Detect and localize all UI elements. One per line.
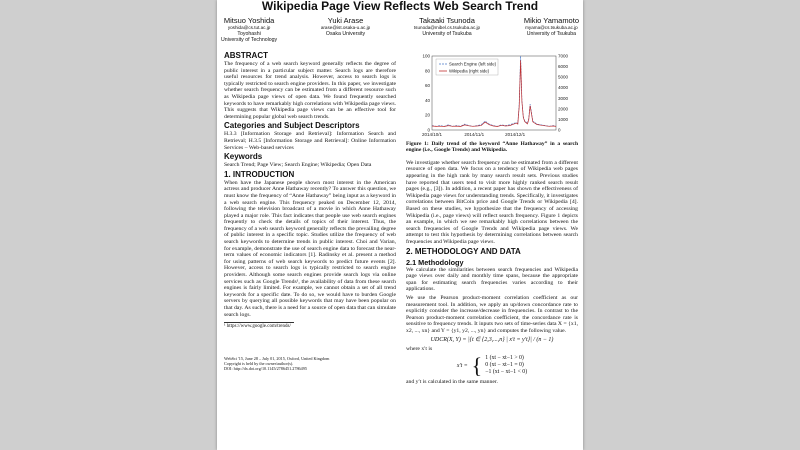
categories-text: H.3.3 [Information Storage and Retrieval]: Information Search and Retrieval; H.3.5 [Information Storage and Retrieval]: Online Information Services – Web-based services	[224, 131, 396, 151]
left-axis-tick-label: 100	[422, 53, 430, 59]
author-block	[414, 16, 480, 43]
author-affiliation: Osaka University	[325, 31, 366, 37]
abstract-text: The frequency of a web search keyword generally reflects the degree of public interest in a particular subject matter. Search logs are therefore useful resources for trend analysis. However, access to search logs is typically restricted to search engine providers. In this paper, we investigate whether search frequency can be estimated from a different resource such as Wikipedia page views of open data. We found frequently searched keywords to have remarkably high correlations with Wikipedia page views. This suggests that Wikipedia page views can be an effective tool for determining popular global web search trends.	[224, 61, 396, 120]
left-axis-tick-label: 60	[424, 83, 430, 89]
venue-line: WebSci '15, June 28 – July 01, 2015, Oxford, United Kingdom	[224, 356, 330, 362]
left-axis-tick-label: 80	[424, 68, 430, 74]
author-name: Takaaki Tsunoda	[419, 16, 475, 25]
body-paragraph: We investigate whether search frequency can be estimated from a different resource of open data. We focus on a tendency of Wikipedia web pages appearing in the high rank by many search result sets. Previous studies have reported that users tend to visit more highly ranked search result pages (e.g., [3]). In addition, a recent paper has shown the effectiveness of Wikipedia page views for understanding trends. Specifically, it investigates correlations between BitCoin price and Google Trends or Wikipedia [4]. Based on these studies, we hypothesize that the frequency of accessing Wikipedia (i.e., page views) will reflect search frequency. Figure 1 depicts an example, in which we see remarkably high correlations between the search frequencies of Google Trends and Wikipedia page views. We attempt to test this hypothesis by determining correlations between search frequencies and Wikipedia page views.	[406, 159, 578, 245]
author-affiliation: University of Tsukuba	[526, 31, 577, 37]
keywords-text: Search Trend; Page View; Search Engine; Wikipedia; Open Data	[224, 162, 372, 169]
figure-caption: Figure 1: Daily trend of the keyword “Anne Hathaway” in a search engine (i.e., Google Trends) and Wikipedia.	[406, 141, 578, 154]
piecewise-case: 1 (xt − xt−1 > 0)	[485, 355, 524, 362]
legend-label: Search Engine (left side)	[449, 61, 497, 67]
abstract-heading: ABSTRACT	[224, 51, 268, 60]
brace-symbol: {	[471, 353, 483, 379]
piecewise-cases	[485, 355, 527, 377]
paper-page	[217, 0, 583, 450]
x-axis-tick-label: 2014/10/1	[421, 132, 443, 137]
left-axis-tick-label: 0	[427, 127, 430, 133]
venue-info	[224, 356, 396, 371]
where-text: where x′t is	[406, 346, 433, 353]
author-affiliation: Toyohashi	[237, 31, 261, 37]
author-name: Mikio Yamamoto	[523, 16, 579, 25]
right-axis-tick-label: 5000	[558, 74, 569, 80]
author-block	[524, 16, 579, 43]
left-axis-tick-label: 40	[424, 97, 430, 103]
udcr-formula: UDCR(X, Y) = |{t ∈ {2,3,...,n} | x′t = y′t}| / (n − 1)	[430, 337, 554, 344]
x-axis-tick-label: 2014/11/1	[464, 132, 485, 137]
right-axis-tick-label: 7000	[558, 53, 569, 59]
author-name: Mitsuo Yoshida	[223, 16, 275, 25]
paper-title: Wikipedia Page View Reflects Web Search Trend	[261, 0, 539, 13]
left-axis-tick-label: 20	[424, 112, 430, 118]
right-axis-tick-label: 3000	[558, 95, 569, 101]
trend-chart-svg	[406, 50, 578, 140]
author-email: tsunoda@mibel.cs.tsukuba.ac.jp	[413, 25, 481, 30]
closing-text: and y′t is calculated in the same manner.	[406, 379, 498, 386]
author-email: arase@ist.osaka-u.ac.jp	[320, 25, 371, 30]
piecewise-definition	[406, 355, 578, 377]
figure-chart	[406, 50, 578, 140]
body-paragraph: We calculate the similarities between search frequencies and Wikipedia page views over daily and monthly time spans, because the appropriate span for estimating search frequencies varies according to their applications.	[406, 266, 578, 293]
right-axis-tick-label: 1000	[558, 116, 569, 122]
venue-line: Copyright is held by the owner/author(s).	[224, 361, 294, 367]
methodology-subheading: 2.1 Methodology	[406, 257, 464, 267]
piecewise-lhs: x′t =	[456, 362, 468, 369]
piecewise-case: −1 (xt − xt−1 < 0)	[485, 369, 528, 376]
author-list	[221, 16, 579, 43]
categories-heading: Categories and Subject Descriptors	[224, 121, 360, 131]
introduction-text: When have the Japanese people shown most interest in the American actress and producer Anne Hathaway recently? To answer this question, we must know the frequency of “Anne Hathaway” being input as a keyword in a web search engine. This frequency peaked on December 12, 2014, following the television broadcast of a movie in which Anne Hathaway played a major role. This fact indicates that people use web search engines frequently to check the details of topics of their interest. Thus, the frequency of a web search keyword generally reflects the prevailing degree of public interest in a specific topic. Studies utilize the frequency of web search keywords to determine trends in public interest. Choi and Varian, for example, demonstrate the use of search engine data to forecast the near-term values of economic indicators [1]. Radinsky et al. present a method for using patterns of web search keywords to predict future events [2]. However, access to search logs is typically restricted to search engine providers. Although some search engines provide search logs via online services such as Google Trends¹, the availability of data from these search engines is fairly limited. For example, we cannot obtain a set of all trend keywords for a specific date. To do so, we would have to burden Google servers by querying all possible keywords that may have been popular on that day. As such, there is a need for a source of open data that can simulate search logs.	[224, 179, 396, 318]
right-axis-tick-label: 6000	[558, 64, 569, 70]
legend-label: Wikipedia (right side)	[449, 68, 490, 74]
author-email: yoshida@cs.tut.ac.jp	[227, 25, 271, 30]
author-affiliation: University of Technology	[221, 37, 278, 43]
x-axis-tick-label: 2014/12/1	[505, 132, 526, 137]
body-paragraph: We use the Pearson product-moment correlation coefficient as our measurement tool. In addition, we apply an up/down concordance rate to explicitly consider the increase/decrease in frequencies. In contrast to the Pearson product-moment correlation coefficient, the concordance rate is sensitive to frequency trends. It inputs two sets of time-series data X = {x1, x2, ..., xn} and Y = {y1, y2, ..., yn} and computes the following value.	[406, 294, 578, 334]
author-block	[221, 16, 277, 43]
author-affiliation: University of Tsukuba	[422, 31, 472, 37]
footnote: ¹ https://www.google.com/trends/	[224, 324, 291, 330]
right-axis-tick-label: 4000	[558, 85, 569, 91]
piecewise-case: 0 (xt − xt−1 = 0)	[485, 362, 524, 369]
keywords-heading: Keywords	[224, 152, 263, 162]
right-axis-tick-label: 2000	[558, 106, 569, 112]
right-axis-tick-label: 0	[558, 127, 561, 133]
author-block	[321, 16, 370, 43]
methodology-heading: 2. METHODOLOGY AND DATA	[406, 246, 521, 256]
author-name: Yuki Arase	[327, 16, 364, 25]
introduction-heading: 1. INTRODUCTION	[224, 169, 295, 179]
left-column	[224, 50, 396, 371]
venue-line: DOI: http://dx.doi.org/10.1145/2786451.2786495	[224, 366, 307, 372]
right-column	[406, 50, 578, 386]
author-email: myama@cs.tsukuba.ac.jp	[525, 25, 578, 30]
